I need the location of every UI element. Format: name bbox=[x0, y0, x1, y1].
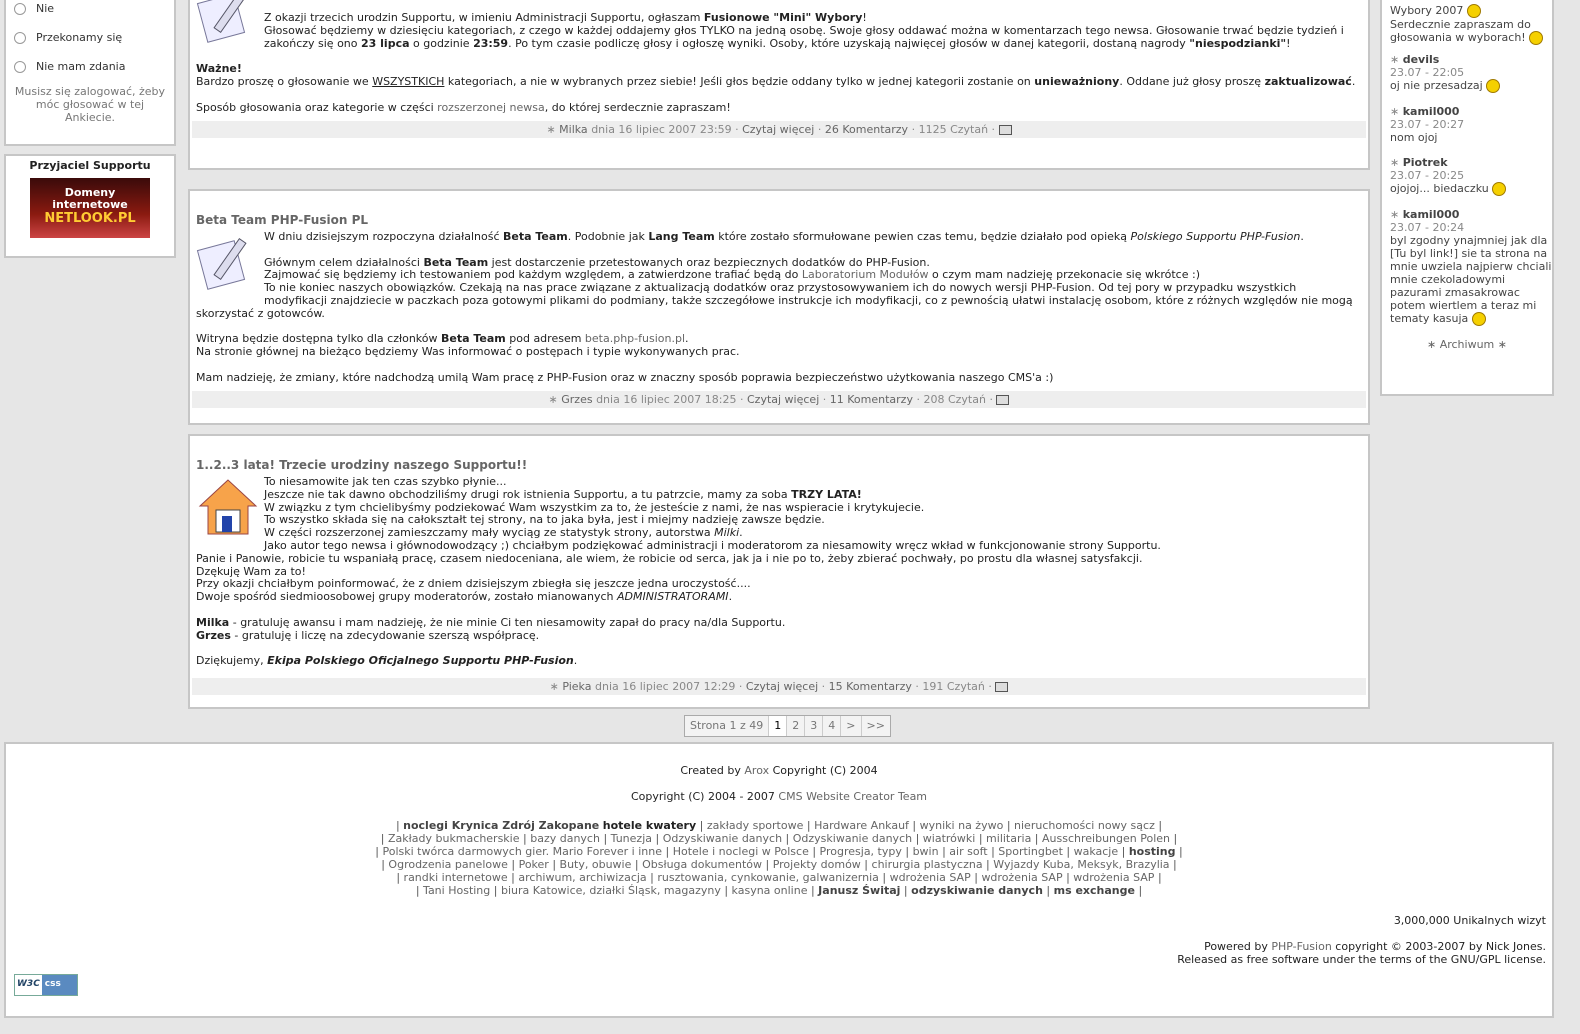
footer-link[interactable]: wdrożenia SAP bbox=[1073, 871, 1155, 884]
news-text-bold: 23 lipca bbox=[361, 36, 410, 50]
footer-text: Copyright (C) 2004 bbox=[769, 764, 878, 777]
w3c-logo-text: W3C bbox=[15, 975, 42, 995]
links-row: | randki internetowe | archiwum, archiwizacja | rusztowania, cynkowanie, galwanizernia | wdrożenia SAP | wdrożenia SAP | wdrożenia SAP | bbox=[396, 871, 1162, 884]
footer-link[interactable]: air soft bbox=[949, 845, 988, 858]
news-text: . bbox=[728, 590, 733, 604]
sad-icon bbox=[1472, 312, 1486, 326]
news-text-bold-italic: Ekipa Polskiego Oficjalnego Supportu PHP-Fusion bbox=[267, 654, 574, 668]
visit-counter: 3,000,000 Unikalnych wizyt bbox=[1393, 914, 1546, 927]
news-text: Witryna będzie dostępna tylko dla członków bbox=[196, 332, 441, 346]
footer-link[interactable]: Ogrodzenia panelowe bbox=[388, 858, 508, 871]
friend-title: Przyjaciel Supportu bbox=[29, 159, 151, 172]
poll-option-label: Nie mam zdania bbox=[36, 60, 126, 73]
links-row: | noclegi Krynica Zdrój Zakopane hotele kwatery | zakłady sportowe | Hardware Ankauf | wyniki na żywo | nieruchomości nowy sącz | bbox=[395, 819, 1163, 832]
news-title[interactable]: Beta Team PHP-Fusion PL bbox=[196, 213, 369, 227]
news-text: , do której serdecznie zapraszam! bbox=[544, 100, 731, 114]
links-row: | Zakłady bukmacherskie | bazy danych | Tunezja | Odzyskiwanie danych | Odzyskiwanie danych | wiatrówki | militaria | Ausschreibungen Polen | bbox=[380, 832, 1178, 845]
footer-link[interactable]: wdrożenia SAP bbox=[889, 871, 971, 884]
news-text: To nie koniec naszych obowiązków. Czekają na nas prace związane z aktualizacją dodatków oraz przystosowywaniem ich do nowych wersji PHP-Fusion. Od tej pory w przypadku wszystkich modyfikacji znajdziecie w paczkach poza gotowymi plikami do podmiany, także szczegółowe instrukcje ich modyfikacji, co z pewnością ułatwi instalację osobom, które z różnych względów nie mogą skorzystać z gotowców. bbox=[196, 281, 1353, 320]
footer-link[interactable]: Polski twórca darmowych gier. Mario Forever i inne bbox=[382, 845, 662, 858]
shout-text: Wybory 2007 bbox=[1390, 4, 1464, 17]
news-text-bold: Beta Team bbox=[423, 255, 489, 269]
footer-link[interactable]: Tunezja bbox=[610, 832, 652, 845]
poll-login-note: Musisz się zalogować, żeby móc głosować w tej Ankiecie. bbox=[14, 85, 166, 124]
news-text: . bbox=[685, 332, 689, 346]
shout-author[interactable]: kamil000 bbox=[1402, 208, 1460, 221]
news-text: ! bbox=[862, 11, 867, 24]
footer-link[interactable]: Progresja, typy bbox=[819, 845, 902, 858]
news-text: . bbox=[1351, 75, 1356, 89]
home-icon bbox=[196, 476, 260, 540]
radio-button[interactable] bbox=[14, 3, 26, 15]
news-text: Głosować będziemy w dziesięciu kategoriach, z czego w każdej oddajemy głos TYLKO na jedną osobę. Swoje głosy oddawać można w komentarzach tego newsa. Głosowanie trwać będzie tydzień i zakończy się ono bbox=[264, 23, 1344, 50]
news-text-bold: TRZY LATA! bbox=[791, 487, 862, 501]
footer-link[interactable]: wdrożenia SAP bbox=[981, 871, 1063, 884]
footer-link[interactable]: Odzyskiwanie danych bbox=[792, 832, 913, 845]
read-more-link[interactable]: Czytaj więcej bbox=[745, 679, 819, 693]
page-link[interactable]: 1 bbox=[769, 716, 787, 736]
news-text: . Oddane już głosy proszę bbox=[1119, 75, 1265, 89]
last-page-link[interactable]: >> bbox=[866, 719, 885, 732]
footer-link[interactable]: chirurgia plastyczna bbox=[871, 858, 983, 871]
smile-icon bbox=[1467, 4, 1481, 18]
footer-text: Released as free software under the terms of the GNU/GPL license. bbox=[1177, 953, 1546, 966]
news-text: Mam nadzieję, że zmiany, które nadchodzą umilą Wam pracę z PHP-Fusion oraz w znaczny sposób poprawia bezpieczeństwo użytkowania naszego CMS'a :) bbox=[196, 370, 1054, 384]
news-author[interactable]: Pieka bbox=[562, 679, 592, 693]
shout-text: oj nie przesadzaj bbox=[1390, 79, 1483, 92]
footer-link[interactable]: randki internetowe bbox=[403, 871, 508, 884]
shout-item: ∗ devils 23.07 - 22:05 oj nie przesadzaj bbox=[1390, 53, 1552, 93]
shout-text: Serdecznie zapraszam do głosowania w wyborach! bbox=[1390, 18, 1531, 44]
page-link[interactable]: 3 bbox=[805, 716, 823, 736]
shout-date: 23.07 - 20:25 bbox=[1390, 169, 1465, 182]
news-text: o godzinie bbox=[409, 36, 474, 50]
links-row: | Tani Hosting | biura Katowice, działki Śląsk, magazyny | kasyna online | Janusz Świtaj | odzyskiwanie danych | ms exchange | bbox=[415, 884, 1143, 897]
created-by bbox=[6, 764, 1552, 777]
shout-author[interactable]: Piotrek bbox=[1402, 156, 1448, 169]
footer-link[interactable]: Obsługa dokumentów bbox=[642, 858, 762, 871]
news-footer: ∗ Milka dnia 16 lipiec 2007 23:59 · Czytaj więcej · 26 Komentarzy · 1125 Czytań · bbox=[192, 121, 1366, 138]
shout-date: 23.07 - 22:05 bbox=[1390, 66, 1465, 79]
read-count: 1125 Czytań bbox=[918, 122, 989, 136]
footer-link[interactable]: ms exchange bbox=[1053, 884, 1135, 897]
footer-link[interactable]: Ausschreibungen Polen bbox=[1042, 832, 1171, 845]
footer-link[interactable]: rusztowania, cynkowanie, galwanizernia bbox=[657, 871, 879, 884]
news-text-bold: unieważniony bbox=[1034, 75, 1120, 89]
print-icon[interactable] bbox=[996, 395, 1009, 405]
news-text: Dwoje spośród siedmioosobowej grupy moderatorów, zostało mianowanych bbox=[196, 590, 617, 604]
shout-author[interactable]: kamil000 bbox=[1402, 105, 1460, 118]
shoutbox-archive[interactable]: ∗ Archiwum ∗ bbox=[1426, 338, 1507, 351]
read-count: 208 Czytań bbox=[923, 392, 986, 406]
news-text: Z okazji trzecich urodzin Supportu, w imieniu Administracji Supportu, ogłaszam bbox=[264, 11, 704, 24]
pencil-document-icon bbox=[196, 231, 260, 295]
pencil-document-icon bbox=[196, 0, 260, 48]
comments-link[interactable]: 11 Komentarzy bbox=[829, 392, 913, 406]
news-text: Dzękuję Wam za to! bbox=[196, 564, 306, 578]
footer-link[interactable]: nieruchomości nowy sącz bbox=[1014, 819, 1155, 832]
shout-item: ∗ kamil000 23.07 - 20:24 byl zgodny ynajmniej jak dla [Tu byl link!] sie ta strona na mnie uwziela najpierw chciali mnie czekoladowymi pazurami zmasakrowac potem wiertlem a teraz mi tematy kasuja bbox=[1390, 208, 1552, 325]
news-body bbox=[190, 227, 1368, 385]
cms-team-link[interactable]: CMS Website Creator Team bbox=[778, 790, 928, 803]
news-text: pod adresem bbox=[505, 332, 585, 346]
news-body bbox=[190, 0, 1368, 115]
poll-option-label: Nie bbox=[36, 2, 55, 15]
shout-author[interactable]: devils bbox=[1402, 53, 1440, 66]
poll-panel bbox=[4, 0, 176, 146]
shout-item bbox=[1390, 4, 1552, 45]
footer-link[interactable]: hosting bbox=[1128, 845, 1176, 858]
arox-link[interactable]: Arox bbox=[744, 764, 770, 777]
news-text-bold: Grzes bbox=[196, 628, 231, 642]
footer-link[interactable]: biura Katowice, działki Śląsk, magazyny bbox=[500, 884, 721, 897]
news-text: które zostało sformułowane pewien czas temu, będzie działało pod opieką bbox=[714, 230, 1131, 243]
news-text-underline: WSZYSTKICH bbox=[372, 75, 445, 89]
footer-link[interactable]: Janusz Świtaj bbox=[818, 884, 901, 897]
shout-text: nom ojoj bbox=[1390, 131, 1438, 144]
comments-link[interactable]: 26 Komentarzy bbox=[824, 122, 909, 136]
news-text: . bbox=[739, 526, 743, 540]
news-date: dnia 16 lipiec 2007 12:29 bbox=[594, 679, 736, 693]
news-text: . bbox=[573, 654, 578, 668]
radio-button[interactable] bbox=[14, 32, 26, 44]
footer-link[interactable]: Hardware Ankauf bbox=[814, 819, 909, 832]
page-link[interactable]: 2 bbox=[787, 716, 805, 736]
news-text: . bbox=[1300, 230, 1304, 243]
footer-link[interactable]: kasyna online bbox=[731, 884, 808, 897]
copyright bbox=[6, 790, 1552, 803]
news-text: Jako autor tego newsa i głównodowodzący ;) chciałbym podziękować administracji i moderatorom za niesamowity wręcz wkład w funkcjonowanie strony Supportu. bbox=[264, 538, 1161, 552]
news-author[interactable]: Grzes bbox=[561, 392, 593, 406]
print-icon[interactable] bbox=[995, 682, 1008, 692]
news-author[interactable]: Milka bbox=[559, 122, 588, 136]
banner-brand: NETLOOK.PL bbox=[44, 211, 136, 226]
news-title[interactable]: 1..2..3 lata! Trzecie urodziny naszego Supportu!! bbox=[196, 458, 528, 472]
page-footer bbox=[4, 742, 1554, 1018]
news-body bbox=[190, 472, 1368, 668]
read-count: 191 Czytań bbox=[922, 679, 985, 693]
news-text-bold: Beta Team bbox=[441, 332, 506, 346]
friend-panel bbox=[4, 154, 176, 258]
news-text: Na stronie głównej na bieżąco będziemy Was informować o postępach i typie wykonywanych prac. bbox=[196, 345, 740, 359]
news-text: o czym mam nadzieję przekonacie się wkrótce :) bbox=[928, 268, 1200, 282]
footer-link[interactable]: odzyskiwanie danych bbox=[911, 884, 1043, 897]
footer-link[interactable]: noclegi Krynica Zdrój Zakopane bbox=[403, 819, 600, 832]
news-item bbox=[188, 189, 1370, 425]
comments-link[interactable]: 15 Komentarzy bbox=[828, 679, 912, 693]
news-text-italic: ADMINISTRATORAMI bbox=[617, 590, 729, 604]
footer-link[interactable]: archiwum, archiwizacja bbox=[518, 871, 647, 884]
pagination bbox=[684, 715, 891, 737]
poll-option-nie-mam-zdania[interactable] bbox=[14, 60, 174, 73]
footer-link[interactable]: bazy danych bbox=[530, 832, 600, 845]
links-row: | Ogrodzenia panelowe | Poker | Buty, obuwie | Obsługa dokumentów | Projekty domów | chirurgia plastyczna | Wyjazdy Kuba, Meksyk, Brazylia | bbox=[381, 858, 1177, 871]
smile-icon bbox=[1529, 31, 1543, 45]
shout-item: ∗ kamil000 23.07 - 20:27 nom ojoj bbox=[1390, 105, 1465, 144]
news-text: W związku z tym chcielibyśmy podziekować Wam wszystkim za to, że jesteście z nami, że nas wspieracie i krytykujecie. bbox=[264, 500, 925, 514]
powered-by bbox=[1177, 940, 1546, 966]
news-item bbox=[188, 434, 1370, 709]
footer-link[interactable]: Sportingbet bbox=[998, 845, 1063, 858]
news-text: W części rozszerzonej zamieszczamy mały wyciąg ze statystyk strony, autorstwa bbox=[264, 526, 715, 540]
news-text: Bardzo proszę o głosowanie we bbox=[196, 75, 373, 89]
news-text: Panie i Panowie, robicie tu wspaniałą pracę, czasem niedoceniana, ale wiem, że robicie od serca, jak ja i nie po to, żeby zbierać pochwały, po prostu dla własnej satysfakcji. bbox=[196, 551, 1143, 565]
footer-link[interactable]: Tani Hosting bbox=[423, 884, 491, 897]
page-link[interactable]: 4 bbox=[823, 716, 841, 736]
shout-text: ojojoj... biedaczku bbox=[1390, 182, 1489, 195]
news-text-italic: Milki bbox=[714, 526, 740, 540]
footer-link[interactable]: Odzyskiwanie danych bbox=[662, 832, 783, 845]
poll-option-nie[interactable] bbox=[14, 2, 174, 15]
css-badge-text: css bbox=[42, 975, 77, 995]
news-text: To niesamowite jak ten czas szybko płynie... bbox=[264, 475, 507, 488]
footer-text: Copyright (C) 2004 - 2007 bbox=[630, 790, 779, 803]
archive-link[interactable]: Archiwum bbox=[1439, 338, 1495, 351]
beta-site-link[interactable]: beta.php-fusion.pl bbox=[584, 332, 685, 346]
print-icon[interactable] bbox=[999, 125, 1012, 135]
news-text-italic: Polskiego Supportu PHP-Fusion bbox=[1130, 230, 1301, 243]
news-footer: ∗ Grzes dnia 16 lipiec 2007 18:25 · Czytaj więcej · 11 Komentarzy · 208 Czytań · bbox=[192, 391, 1366, 408]
footer-text: Powered by bbox=[1204, 940, 1272, 953]
w3c-css-badge[interactable] bbox=[14, 974, 78, 996]
footer-text: copyright © 2003-2007 by Nick Jones. bbox=[1331, 940, 1546, 953]
news-text: - gratuluję awansu i mam nadzieję, że nie minie Ci ten niesamowity zapał do pracy na/dla Supportu. bbox=[229, 615, 786, 629]
radio-button[interactable] bbox=[14, 61, 26, 73]
footer-link[interactable]: wakacje bbox=[1073, 845, 1119, 858]
news-text-bold: Milka bbox=[196, 615, 230, 629]
news-text: - gratuluję i liczę na zdecydowanie szerszą współpracę. bbox=[230, 628, 540, 642]
read-more-link[interactable]: Czytaj więcej bbox=[746, 392, 820, 406]
footer-link[interactable]: militaria bbox=[986, 832, 1032, 845]
shout-date: 23.07 - 20:24 bbox=[1390, 221, 1465, 234]
news-text: . Podobnie jak bbox=[567, 230, 649, 243]
banner-line: Domeny bbox=[64, 186, 116, 199]
news-date: dnia 16 lipiec 2007 23:59 bbox=[591, 122, 732, 136]
banner-line: internetowe bbox=[52, 198, 128, 211]
news-text-bold: Fusionowe "Mini" Wybory bbox=[703, 11, 863, 24]
news-text: ! bbox=[1286, 36, 1291, 50]
footer-text: Created by bbox=[680, 764, 745, 777]
news-text: Głównym celem działalności bbox=[264, 255, 424, 269]
news-item bbox=[188, 0, 1370, 170]
news-important: Ważne! bbox=[196, 62, 242, 76]
footer-link[interactable]: wyniki na żywo bbox=[919, 819, 1004, 832]
footer-link[interactable]: Zakłady bukmacherskie bbox=[387, 832, 520, 845]
grin-icon bbox=[1486, 79, 1500, 93]
news-text: To wszystko składa się na całokształt tej strony, na to jaka była, jest i miejmy nadzieję zawsze będzie. bbox=[264, 513, 825, 527]
footer-link[interactable]: Wyjazdy Kuba, Meksyk, Brazylia bbox=[993, 858, 1170, 871]
news-text: Dziękujemy, bbox=[196, 654, 268, 668]
poll-option-przekonamy[interactable] bbox=[14, 31, 174, 44]
footer-links bbox=[6, 819, 1552, 897]
php-fusion-link[interactable]: PHP-Fusion bbox=[1271, 940, 1332, 953]
footer-link[interactable]: bwin bbox=[912, 845, 939, 858]
netlook-banner[interactable] bbox=[30, 178, 150, 238]
wink-icon bbox=[1492, 182, 1506, 196]
shout-date: 23.07 - 20:27 bbox=[1390, 118, 1465, 131]
news-text-bold: zaktualizować bbox=[1264, 75, 1352, 89]
news-text: kategoriach, a nie w wybranych przez siebie! Jeśli głos będzie oddany tylko w jednej kategorii zostanie on bbox=[444, 75, 1035, 89]
news-text: Przy okazji chciałbym poinformować, że z dniem dzisiejszym zbiegła się jeszcze jedna uroczystość.... bbox=[196, 577, 751, 591]
news-text: . Po tym czasie podliczę głosy i ogłoszę wyniki. Osoby, które uzyskają najwięcej głosów w danej kategorii, dostaną nagrody bbox=[508, 36, 1190, 50]
shoutbox-panel bbox=[1380, 0, 1554, 396]
read-more-link[interactable]: Czytaj więcej bbox=[742, 122, 815, 136]
news-footer: ∗ Pieka dnia 16 lipiec 2007 12:29 · Czytaj więcej · 15 Komentarzy · 191 Czytań · bbox=[192, 678, 1366, 695]
news-date: dnia 16 lipiec 2007 18:25 bbox=[596, 392, 737, 406]
news-text-bold: "niespodzianki" bbox=[1189, 36, 1287, 50]
laboratorium-link[interactable]: Laboratorium Modułów bbox=[801, 268, 929, 282]
extended-news-link[interactable]: rozszerzonej newsa bbox=[437, 100, 545, 114]
news-text: jest dostarczenie przetestowanych oraz bezpiecznych dodatków do PHP-Fusion. bbox=[488, 255, 930, 269]
links-row: | Polski twórca darmowych gier. Mario Forever i inne | Hotele i noclegi w Polsce | Progresja, typy | bwin | air soft | Sportingbet | wakacje | hosting | bbox=[375, 845, 1183, 858]
news-text: Zajmować się będziemy ich testowaniem pod każdym względem, a zatwierdzone trafiać będą do bbox=[264, 268, 802, 282]
next-page-link[interactable]: > bbox=[841, 716, 861, 736]
page-label: Strona 1 z 49 bbox=[685, 716, 769, 736]
news-text: Jeszcze nie tak dawno obchodziliśmy drugi rok istnienia Supportu, a tu patrzcie, mamy za soba bbox=[264, 487, 792, 501]
poll-option-label: Przekonamy się bbox=[36, 31, 123, 44]
news-text-bold: Lang Team bbox=[648, 230, 715, 243]
news-text-bold: 23:59 bbox=[473, 36, 509, 50]
footer-link[interactable]: Projekty domów bbox=[772, 858, 861, 871]
news-text-bold: Beta Team bbox=[503, 230, 568, 243]
footer-link[interactable]: Buty, obuwie bbox=[559, 858, 632, 871]
news-text: W dniu dzisiejszym rozpoczyna działalność bbox=[264, 230, 503, 243]
footer-link[interactable]: Poker bbox=[518, 858, 549, 871]
shout-text: byl zgodny ynajmniej jak dla [Tu byl link!] sie ta strona na mnie uwziela najpierw chciali mnie czekoladowymi pazurami zmasakrowac potem wiertlem a teraz mi tematy kasuja bbox=[1390, 234, 1552, 325]
news-text: Sposób głosowania oraz kategorie w części bbox=[196, 100, 438, 114]
footer-link[interactable]: hotele kwatery bbox=[602, 819, 697, 832]
shout-item: ∗ Piotrek 23.07 - 20:25 ojojoj... biedaczku bbox=[1390, 156, 1552, 196]
footer-link[interactable]: zakłady sportowe bbox=[706, 819, 804, 832]
footer-link[interactable]: wiatrówki bbox=[922, 832, 976, 845]
footer-link[interactable]: Hotele i noclegi w Polsce bbox=[672, 845, 809, 858]
